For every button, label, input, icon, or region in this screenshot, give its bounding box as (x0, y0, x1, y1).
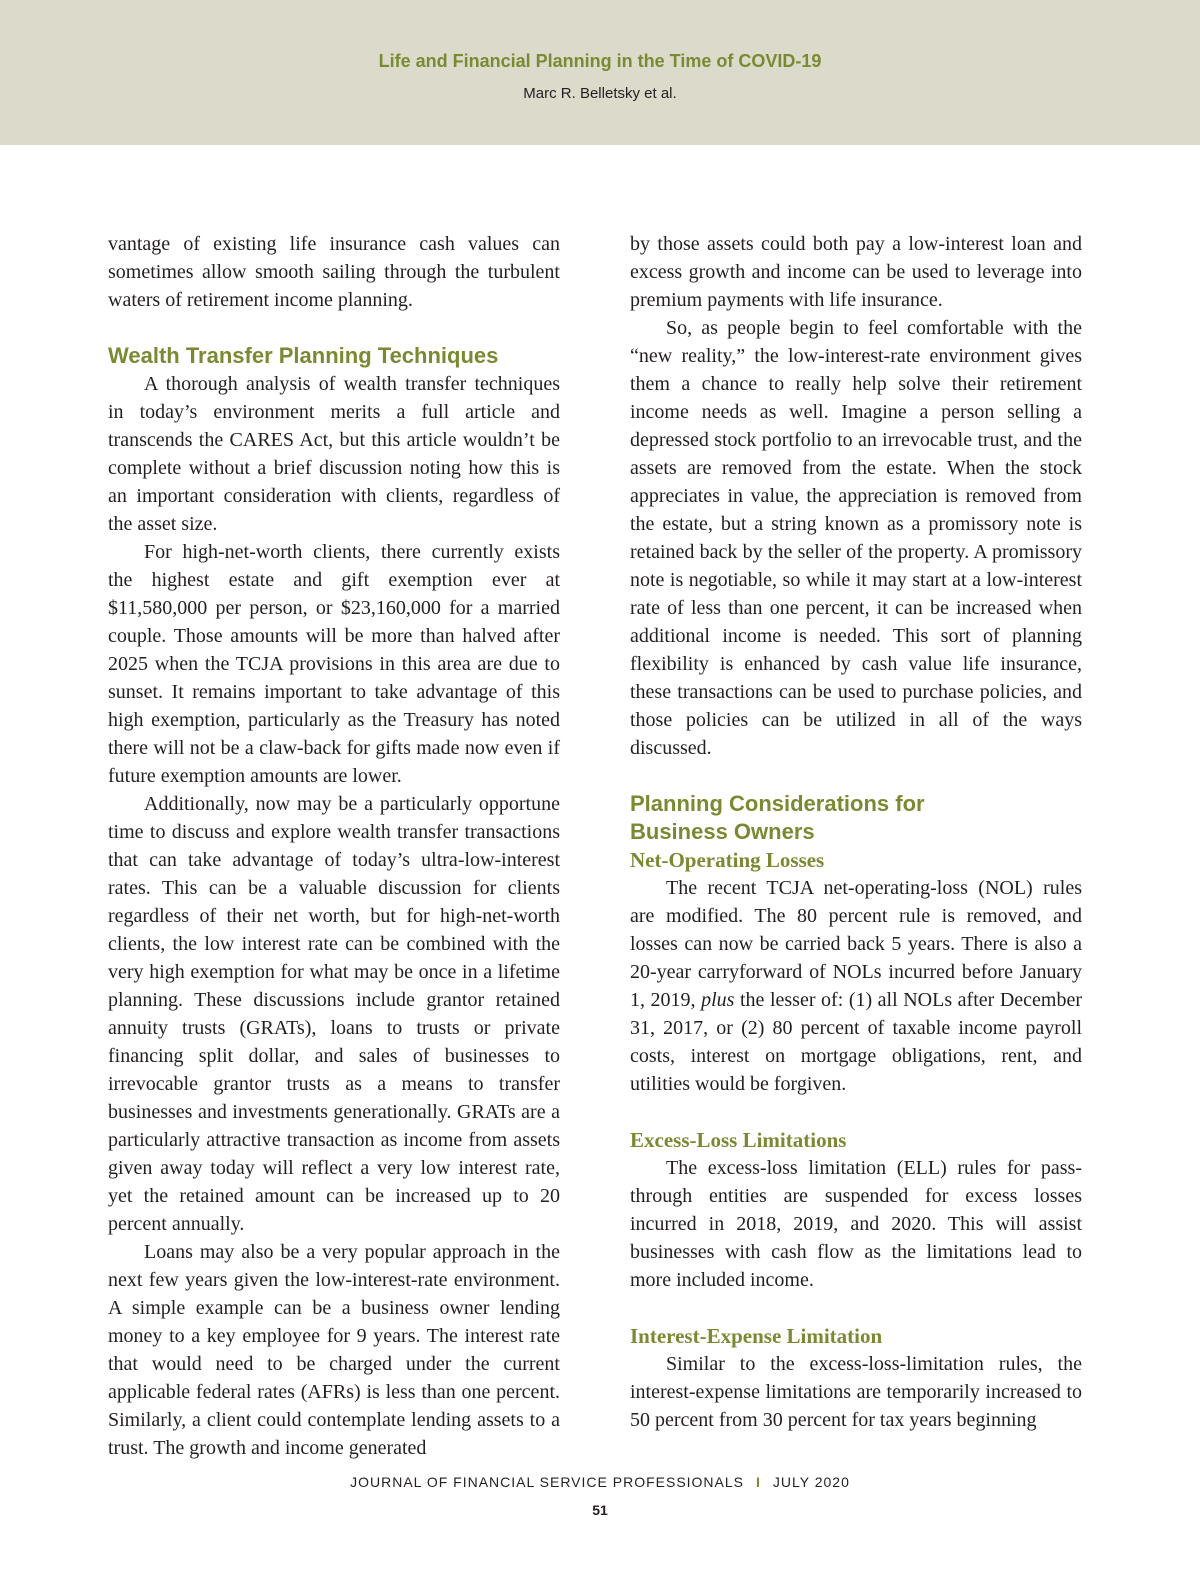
paragraph: So, as people begin to feel comfortable with the “new reality,” the low-interest-rate environment gives them a chance to really help solve their retirement income needs as well. Imagine a person selling a depressed stock portfolio to an irrevocable trust, and the assets are removed from the estate. When the stock appreciates in value, the appreciation is removed from the estate, but a string known as a promissory note is retained back by the seller of the property. A promissory note is negotiable, so while it may start at a low-interest rate of less than one percent, it can be increased when additional income is needed. This sort of planning flexibility is enhanced by cash value life insurance, these transactions can be used to purchase policies, and those policies can be utilized in all of the ways discussed. (630, 317, 1082, 759)
emphasis-text: plus (701, 989, 735, 1011)
section-heading-business-owners (630, 790, 1082, 846)
section-heading-line: Planning Considerations for (630, 791, 925, 816)
running-author: Marc R. Belletsky et al. (523, 85, 677, 102)
right-column (630, 230, 1082, 1434)
paragraph: Loans may also be a very popular approach in the next few years given the low-interest-rate environment. A simple example can be a business owner lending money to a key employee for 9 years. The interest rate that would need to be charged under the current applicable federal rates (AFRs) is less than one percent. Similarly, a client could contemplate lending assets to a trust. The growth and income generated (108, 1241, 560, 1459)
running-footer (0, 1474, 1200, 1490)
page-number: 51 (592, 1502, 608, 1518)
paragraph: For high-net-worth clients, there currently exists the highest estate and gift exemption ever at $11,580,000 per person, or $23,160,000 for a married couple. Those amounts will be more than halved after 2025 when the TCJA provisions in this area are due to sunset. It remains important to take advantage of this high exemption, particularly as the Treasury has noted there will not be a claw-back for gifts made now even if future exemption amounts are lower. (108, 541, 560, 787)
paragraph: A thorough analysis of wealth transfer techniques in today’s environment merits a full article and transcends the CARES Act, but this article wouldn’t be complete without a brief discussion noting how this is an important consideration with clients, regardless of the asset size. (108, 373, 560, 535)
paragraph: Similar to the excess-loss-limitation rules, the interest-expense limitations are temporarily increased to 50 percent from 30 percent for tax years beginning (630, 1353, 1082, 1431)
subheading-interest-expense-limitation: Interest-Expense Limitation (630, 1324, 883, 1348)
journal-name: JOURNAL OF FINANCIAL SERVICE PROFESSIONALS (350, 1474, 745, 1490)
paragraph: The excess-loss limitation (ELL) rules for pass-through entities are suspended for excess losses incurred in 2018, 2019, and 2020. This will assist businesses with cash flow as the limitations lead to more included income. (630, 1157, 1082, 1291)
paragraph: vantage of existing life insurance cash values can sometimes allow smooth sailing through the turbulent waters of retirement income planning. (108, 233, 560, 311)
running-header (0, 0, 1200, 145)
paragraph-text: the lesser of: (1) all NOLs after December 31, 2017, or (2) 80 percent of taxable income payroll costs, interest on mortgage obligations, rent, and utilities would be forgiven. (630, 989, 1082, 1095)
paragraph-text: The recent TCJA net-operating-loss (NOL) rules are modified. The 80 percent rule is removed, and losses can now be carried back 5 years. There is also a 20-year carryforward of NOLs incurred before January 1, 2019, (630, 877, 1082, 1011)
subheading-excess-loss-limitations: Excess-Loss Limitations (630, 1128, 847, 1152)
section-heading-line: Business Owners (630, 819, 815, 844)
paragraph: by those assets could both pay a low-interest loan and excess growth and income can be used to leverage into premium payments with life insurance. (630, 233, 1082, 311)
issue-date: JULY 2020 (772, 1474, 850, 1490)
paragraph (630, 874, 1082, 1098)
footer-separator: I (756, 1474, 761, 1490)
section-heading-wealth-transfer: Wealth Transfer Planning Techniques (108, 343, 499, 368)
running-title: Life and Financial Planning in the Time of COVID-19 (378, 51, 822, 71)
paragraph: Additionally, now may be a particularly opportune time to discuss and explore wealth transfer transactions that can take advantage of today’s ultra-low-interest rates. This can be a valuable discussion for clients regardless of their net worth, but for high-net-worth clients, the low interest rate can be combined with the very high exemption for what may be once in a lifetime planning. These discussions include grantor retained annuity trusts (GRATs), loans to trusts or private financing split dollar, and sales of businesses to irrevocable grantor trusts as a means to transfer businesses and investments generationally. GRATs are a particularly attractive transaction as income from assets given away today will reflect a very low interest rate, yet the retained amount can be increased up to 20 percent annually. (108, 793, 560, 1235)
left-column (108, 230, 560, 1462)
subheading-net-operating-losses: Net-Operating Losses (630, 848, 825, 872)
